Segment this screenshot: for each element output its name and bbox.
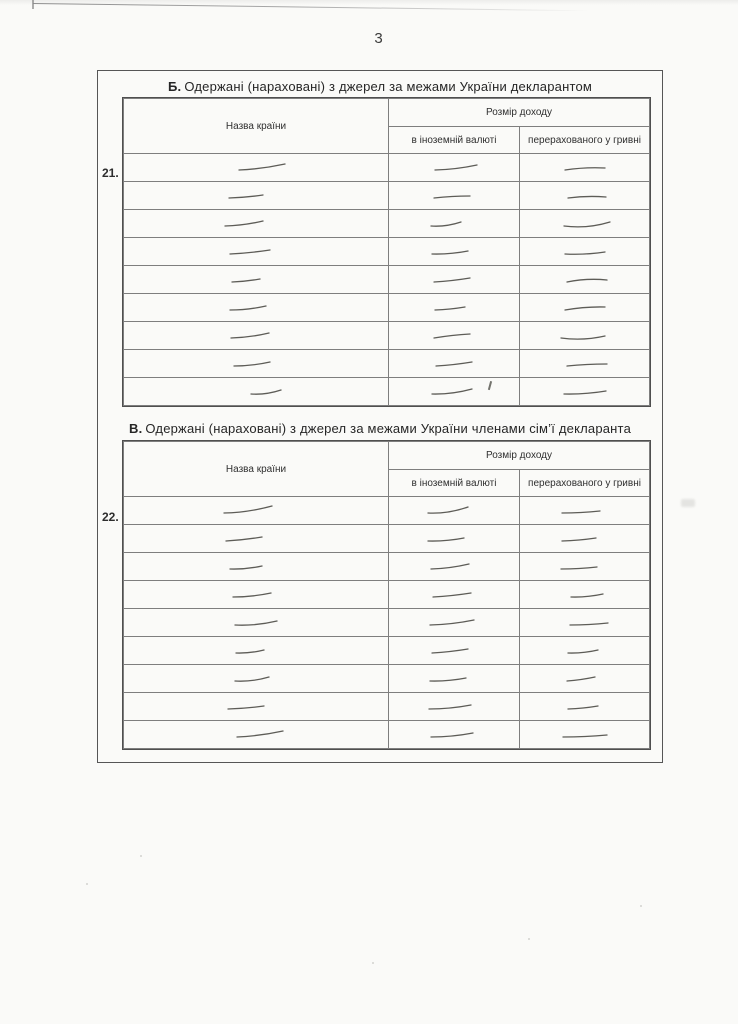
cell-foreign-currency: [389, 182, 520, 210]
scan-artifact-smudge: [681, 499, 695, 507]
cell-country: [124, 553, 389, 581]
scan-artifact-speck: [640, 905, 642, 907]
cell-converted-hryvnia: [520, 154, 650, 182]
handwritten-dash-mark: [227, 159, 297, 175]
cell-country: [124, 665, 389, 693]
handwritten-dash-mark: [552, 586, 622, 602]
handwritten-dash-mark: [550, 299, 620, 315]
item-number-21: 21.: [102, 166, 119, 180]
handwritten-dash-mark: [411, 215, 481, 231]
handwritten-dash-mark: [213, 299, 283, 315]
handwritten-dash-mark: [417, 726, 487, 742]
cell-foreign-currency: [389, 322, 520, 350]
table-row: [124, 609, 650, 637]
table-body-family: [124, 497, 650, 749]
cell-foreign-currency: [389, 609, 520, 637]
cell-converted-hryvnia: [520, 497, 650, 525]
handwritten-dash-mark: [554, 614, 624, 630]
cell-converted-hryvnia: [520, 721, 650, 749]
cell-country: [124, 693, 389, 721]
table-body-declarant: [124, 154, 650, 406]
col-header-country: Назва країни: [124, 442, 389, 497]
cell-country: [124, 238, 389, 266]
handwritten-dash-mark: [211, 271, 281, 287]
handwritten-dash-mark: [548, 642, 618, 658]
handwritten-dash-mark: [550, 243, 620, 259]
handwritten-dash-mark: [415, 698, 485, 714]
handwritten-dash-mark: [215, 243, 285, 259]
cell-foreign-currency: [389, 266, 520, 294]
cell-country: [124, 609, 389, 637]
handwritten-dash-mark: [217, 586, 287, 602]
handwritten-dash-mark: [544, 558, 614, 574]
table-row: [124, 266, 650, 294]
col-header-foreign-currency: в іноземній валюті: [389, 470, 520, 497]
cell-foreign-currency: [389, 210, 520, 238]
cell-converted-hryvnia: [520, 553, 650, 581]
cell-foreign-currency: [389, 497, 520, 525]
handwritten-dash-mark: [211, 558, 281, 574]
col-header-foreign-currency: в іноземній валюті: [389, 127, 520, 154]
cell-converted-hryvnia: [520, 322, 650, 350]
handwritten-dash-mark: [215, 327, 285, 343]
cell-country: [124, 350, 389, 378]
handwritten-dash-mark: [546, 670, 616, 686]
table-row: [124, 182, 650, 210]
scan-artifact-speck: [86, 883, 88, 885]
handwritten-dash-mark: [417, 586, 487, 602]
scan-artifact-tick: [32, 0, 34, 9]
cell-converted-hryvnia: [520, 266, 650, 294]
handwritten-dash-mark: [546, 502, 616, 518]
col-header-income-size: Розмір доходу: [389, 99, 650, 127]
header-row-top: [124, 99, 650, 127]
handwritten-dash-mark: [415, 558, 485, 574]
handwritten-dash-mark: [552, 271, 622, 287]
cell-foreign-currency: [389, 553, 520, 581]
handwritten-dash-mark: [419, 355, 489, 371]
handwritten-dash-mark: [552, 187, 622, 203]
handwritten-dash-mark: [550, 383, 620, 399]
cell-foreign-currency: [389, 721, 520, 749]
cell-foreign-currency: [389, 154, 520, 182]
handwritten-dash-mark: [550, 726, 620, 742]
income-table-family-members: [123, 441, 650, 749]
cell-foreign-currency: [389, 637, 520, 665]
item-number-22: 22.: [102, 510, 119, 524]
handwritten-dash-mark: [231, 383, 301, 399]
handwritten-dash-mark: [217, 670, 287, 686]
scan-artifact-speck: [528, 938, 530, 940]
handwritten-dash-mark: [225, 726, 295, 742]
table-row: [124, 210, 650, 238]
section-v-letter: В.: [128, 421, 143, 436]
table-row: [124, 350, 650, 378]
handwritten-dash-mark: [548, 327, 618, 343]
handwritten-dash-mark: [211, 187, 281, 203]
handwritten-dash-mark: [417, 327, 487, 343]
cell-foreign-currency: [389, 378, 520, 406]
table-row: [124, 581, 650, 609]
handwritten-dash-mark: [421, 159, 491, 175]
handwritten-dash-mark: [217, 355, 287, 371]
cell-country: [124, 497, 389, 525]
scan-artifact-speck: [140, 855, 142, 857]
section-v-title: [98, 421, 662, 436]
cell-foreign-currency: [389, 693, 520, 721]
section-b-title-text: Одержані (нараховані) з джерел за межами України декларантом: [184, 79, 593, 94]
table-row: [124, 721, 650, 749]
handwritten-dash-mark: [548, 698, 618, 714]
table-row: [124, 294, 650, 322]
scan-artifact-speck: [372, 962, 374, 964]
handwritten-dash-mark: [415, 243, 485, 259]
handwritten-dash-mark: [552, 215, 622, 231]
scan-hairline-artifact: [33, 3, 612, 12]
handwritten-dash-mark: [221, 614, 291, 630]
handwritten-dash-mark: [550, 159, 620, 175]
cell-foreign-currency: [389, 525, 520, 553]
col-header-converted-hryvnia: перерахованого у гривні: [520, 470, 650, 497]
handwritten-dash-mark: [417, 271, 487, 287]
table-row: [124, 553, 650, 581]
cell-converted-hryvnia: [520, 210, 650, 238]
cell-converted-hryvnia: [520, 581, 650, 609]
cell-converted-hryvnia: [520, 665, 650, 693]
table-row: [124, 665, 650, 693]
handwritten-dash-mark: [209, 215, 279, 231]
handwritten-dash-mark: [211, 698, 281, 714]
cell-country: [124, 266, 389, 294]
cell-foreign-currency: [389, 294, 520, 322]
handwritten-dash-mark: [415, 299, 485, 315]
handwritten-dash-mark: [544, 530, 614, 546]
page-number: 3: [374, 30, 384, 47]
cell-foreign-currency: [389, 350, 520, 378]
cell-converted-hryvnia: [520, 637, 650, 665]
table-row: [124, 637, 650, 665]
handwritten-dash-mark: [413, 502, 483, 518]
cell-converted-hryvnia: [520, 525, 650, 553]
cell-country: [124, 294, 389, 322]
table-row: [124, 378, 650, 406]
form-border-frame: [97, 70, 663, 763]
cell-country: [124, 154, 389, 182]
cell-converted-hryvnia: [520, 350, 650, 378]
table-row: [124, 693, 650, 721]
cell-foreign-currency: [389, 665, 520, 693]
handwritten-dash-mark: [413, 670, 483, 686]
cell-converted-hryvnia: [520, 693, 650, 721]
col-header-income-size: Розмір доходу: [389, 442, 650, 470]
section-b-title: [98, 79, 662, 94]
table-row: [124, 525, 650, 553]
cell-converted-hryvnia: [520, 378, 650, 406]
handwritten-dash-mark: [552, 355, 622, 371]
col-header-converted-hryvnia: перерахованого у гривні: [520, 127, 650, 154]
cell-country: [124, 378, 389, 406]
cell-foreign-currency: [389, 238, 520, 266]
col-header-country: Назва країни: [124, 99, 389, 154]
cell-converted-hryvnia: [520, 238, 650, 266]
handwritten-dash-mark: [417, 383, 487, 399]
handwritten-dash-mark: [215, 642, 285, 658]
cell-foreign-currency: [389, 581, 520, 609]
handwritten-dash-mark: [417, 187, 487, 203]
table-row: [124, 238, 650, 266]
handwritten-dash-mark: [411, 530, 481, 546]
cell-country: [124, 322, 389, 350]
section-b-letter: Б.: [167, 79, 182, 94]
cell-converted-hryvnia: [520, 182, 650, 210]
handwritten-dash-mark: [213, 502, 283, 518]
cell-country: [124, 637, 389, 665]
cell-country: [124, 182, 389, 210]
header-row-top: [124, 442, 650, 470]
table-row: [124, 154, 650, 182]
cell-country: [124, 210, 389, 238]
table-row: [124, 497, 650, 525]
cell-converted-hryvnia: [520, 294, 650, 322]
cell-country: [124, 581, 389, 609]
handwritten-dash-mark: [415, 642, 485, 658]
section-v-title-text: Одержані (нараховані) з джерел за межами України членами сім’ї декларанта: [145, 421, 631, 436]
cell-converted-hryvnia: [520, 609, 650, 637]
cell-country: [124, 721, 389, 749]
handwritten-dash-mark: [209, 530, 279, 546]
cell-country: [124, 525, 389, 553]
table-row: [124, 322, 650, 350]
handwritten-dash-mark: [417, 614, 487, 630]
income-table-declarant: [123, 98, 650, 406]
